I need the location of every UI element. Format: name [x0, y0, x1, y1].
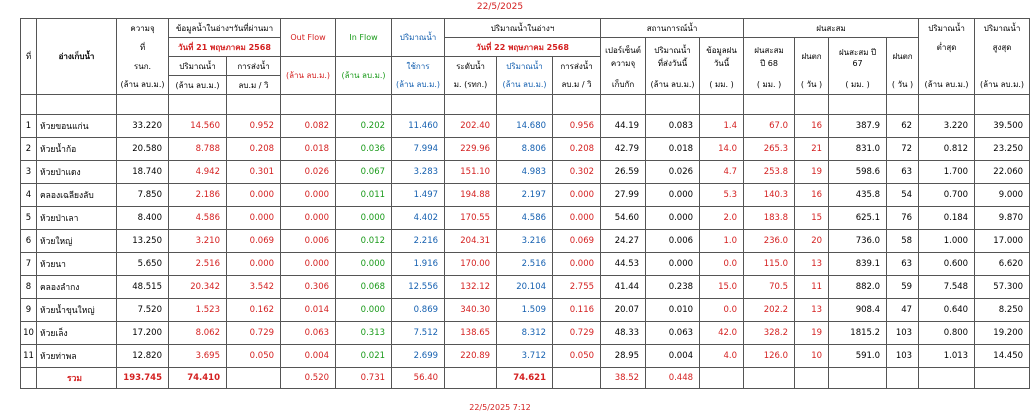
header-prev-volume-unit: (ล้าน ลบ.ม.) [169, 76, 227, 95]
cell-rain: 4.0 [700, 345, 744, 368]
cell-name: ห้วยใหญ่ [37, 230, 117, 253]
header-rain68-1: ฝนสะสม ปี 68 [744, 38, 795, 76]
cell-rain68: 183.8 [744, 207, 795, 230]
cell-no: 4 [21, 184, 37, 207]
cell-inflow: 0.313 [336, 322, 392, 345]
cell-cur-vol: 2.516 [497, 253, 553, 276]
reservoir-table [20, 18, 1030, 389]
header-max-2: สูงสุด [975, 38, 1030, 57]
total-inflow: 0.731 [336, 368, 392, 389]
cell-sent: 0.026 [646, 161, 700, 184]
cell-cur-rel: 0.208 [553, 138, 601, 161]
cell-sent: 0.083 [646, 115, 700, 138]
cell-inflow: 0.067 [336, 161, 392, 184]
header-cur-release-1: การส่งน้ำ [553, 57, 601, 76]
total-capacity: 193.745 [117, 368, 169, 389]
cell-name: ห้วยน้ำก้อ [37, 138, 117, 161]
cell-min: 0.700 [919, 184, 975, 207]
cell-usable: 1.497 [392, 184, 445, 207]
cell-rain: 14.0 [700, 138, 744, 161]
cell-capacity: 12.820 [117, 345, 169, 368]
header-days68-2: ( วัน ) [795, 76, 829, 95]
cell-days68: 21 [795, 138, 829, 161]
cell-no: 6 [21, 230, 37, 253]
cell-outflow: 0.000 [281, 184, 336, 207]
cell-prev-rel: 0.729 [227, 322, 281, 345]
cell-cur-vol: 20.104 [497, 276, 553, 299]
cell-max: 6.620 [975, 253, 1030, 276]
cell-cur-rel: 0.302 [553, 161, 601, 184]
cell-prev-vol: 4.586 [169, 207, 227, 230]
cell-rain67: 736.0 [829, 230, 887, 253]
table-row [21, 299, 1030, 322]
header-outflow: Out Flow [281, 19, 336, 57]
header-sent-1: ปริมาณน้ำ ที่ส่งวันนี้ [646, 38, 700, 76]
cell-rain68: 253.8 [744, 161, 795, 184]
cell-capacity: 33.220 [117, 115, 169, 138]
cell-usable: 2.216 [392, 230, 445, 253]
cell-name: ห้วยน้ำขุนใหญ่ [37, 299, 117, 322]
cell-cur-vol: 4.586 [497, 207, 553, 230]
header-level-2: ม. (รทก.) [445, 76, 497, 95]
cell-days67: 63 [887, 253, 919, 276]
table-header [21, 19, 1030, 115]
total-usable: 56.40 [392, 368, 445, 389]
cell-rain68: 265.3 [744, 138, 795, 161]
cell-cur-rel: 0.956 [553, 115, 601, 138]
header-current-date: วันที่ 22 พฤษภาคม 2568 [445, 38, 601, 57]
cell-min: 1.700 [919, 161, 975, 184]
cell-outflow: 0.063 [281, 322, 336, 345]
cell-cur-vol: 1.509 [497, 299, 553, 322]
cell-no: 8 [21, 276, 37, 299]
table-row [21, 161, 1030, 184]
cell-cur-rel: 0.729 [553, 322, 601, 345]
cell-min: 0.640 [919, 299, 975, 322]
cell-usable: 7.994 [392, 138, 445, 161]
cell-sent: 0.000 [646, 184, 700, 207]
cell-rain: 42.0 [700, 322, 744, 345]
cell-prev-vol: 8.062 [169, 322, 227, 345]
cell-capacity: 7.850 [117, 184, 169, 207]
cell-prev-rel: 0.952 [227, 115, 281, 138]
cell-level: 138.65 [445, 322, 497, 345]
cell-prev-rel: 0.000 [227, 253, 281, 276]
cell-rain: 5.3 [700, 184, 744, 207]
cell-inflow: 0.012 [336, 230, 392, 253]
total-label: รวม [37, 368, 117, 389]
cell-days67: 76 [887, 207, 919, 230]
cell-level: 340.30 [445, 299, 497, 322]
cell-percent: 42.79 [601, 138, 646, 161]
cell-level: 229.96 [445, 138, 497, 161]
cell-prev-vol: 4.942 [169, 161, 227, 184]
cell-percent: 26.59 [601, 161, 646, 184]
header-max-unit: (ล้าน ลบ.ม.) [975, 76, 1030, 95]
cell-rain67: 625.1 [829, 207, 887, 230]
total-percent: 38.52 [601, 368, 646, 389]
cell-capacity: 17.200 [117, 322, 169, 345]
header-reservoir: อ่างเก็บน้ำ [37, 19, 117, 95]
cell-outflow: 0.306 [281, 276, 336, 299]
cell-days68: 15 [795, 207, 829, 230]
header-max-1: ปริมาณน้ำ [975, 19, 1030, 38]
cell-min: 0.800 [919, 322, 975, 345]
cell-days68: 10 [795, 345, 829, 368]
header-usable-2: ใช้การ [392, 57, 445, 76]
header-max-3 [975, 57, 1030, 76]
header-rain67-2: ( มม. ) [829, 76, 887, 95]
cell-rain67: 831.0 [829, 138, 887, 161]
cell-rain67: 591.0 [829, 345, 887, 368]
cell-min: 1.000 [919, 230, 975, 253]
table-row [21, 138, 1030, 161]
table-row [21, 276, 1030, 299]
cell-sent: 0.004 [646, 345, 700, 368]
cell-inflow: 0.000 [336, 207, 392, 230]
cell-prev-vol: 14.560 [169, 115, 227, 138]
cell-cur-rel: 0.069 [553, 230, 601, 253]
cell-prev-vol: 2.186 [169, 184, 227, 207]
cell-usable: 0.869 [392, 299, 445, 322]
header-usable-3: (ล้าน ลบ.ม.) [392, 76, 445, 95]
cell-cur-vol: 8.312 [497, 322, 553, 345]
cell-outflow: 0.026 [281, 161, 336, 184]
cell-outflow: 0.004 [281, 345, 336, 368]
total-cur-volume: 74.621 [497, 368, 553, 389]
cell-rain: 0.0 [700, 253, 744, 276]
cell-min: 1.013 [919, 345, 975, 368]
cell-max: 22.060 [975, 161, 1030, 184]
cell-capacity: 5.650 [117, 253, 169, 276]
header-prev-date: วันที่ 21 พฤษภาคม 2568 [169, 38, 281, 57]
cell-min: 7.548 [919, 276, 975, 299]
cell-days68: 19 [795, 322, 829, 345]
header-cur-release-2: ลบ.ม / วิ [553, 76, 601, 95]
cell-min: 3.220 [919, 115, 975, 138]
cell-prev-rel: 0.069 [227, 230, 281, 253]
cell-usable: 1.916 [392, 253, 445, 276]
cell-max: 17.000 [975, 230, 1030, 253]
cell-prev-rel: 0.301 [227, 161, 281, 184]
cell-inflow: 0.000 [336, 253, 392, 276]
cell-level: 202.40 [445, 115, 497, 138]
header-cur-volume-1: ปริมาณน้ำ [497, 57, 553, 76]
cell-max: 57.300 [975, 276, 1030, 299]
header-capacity-4: (ล้าน ลบ.ม.) [117, 76, 169, 95]
header-prev-volume: ปริมาณน้ำ [169, 57, 227, 76]
cell-rain67: 1815.2 [829, 322, 887, 345]
cell-no: 11 [21, 345, 37, 368]
table-row [21, 230, 1030, 253]
cell-capacity: 8.400 [117, 207, 169, 230]
blank-row [21, 95, 1030, 115]
cell-usable: 11.460 [392, 115, 445, 138]
report-date: 22/5/2025 [476, 2, 524, 12]
cell-sent: 0.063 [646, 322, 700, 345]
table-row [21, 115, 1030, 138]
cell-percent: 54.60 [601, 207, 646, 230]
header-capacity-2: ที่ [117, 38, 169, 57]
header-status-group: สถานการณ์น้ำ [601, 19, 744, 38]
cell-level: 194.88 [445, 184, 497, 207]
table-row [21, 345, 1030, 368]
cell-cur-rel: 2.755 [553, 276, 601, 299]
cell-rain68: 70.5 [744, 276, 795, 299]
cell-inflow: 0.021 [336, 345, 392, 368]
cell-sent: 0.000 [646, 207, 700, 230]
cell-inflow: 0.202 [336, 115, 392, 138]
cell-rain: 1.4 [700, 115, 744, 138]
cell-level: 132.12 [445, 276, 497, 299]
cell-days67: 59 [887, 276, 919, 299]
header-rain67-1: ฝนสะสม ปี 67 [829, 38, 887, 76]
cell-prev-vol: 20.342 [169, 276, 227, 299]
cell-days68: 11 [795, 276, 829, 299]
cell-inflow: 0.036 [336, 138, 392, 161]
cell-prev-vol: 1.523 [169, 299, 227, 322]
header-sent-2: (ล้าน ลบ.ม.) [646, 76, 700, 95]
header-min-3 [919, 57, 975, 76]
cell-days68: 13 [795, 299, 829, 322]
total-row [21, 368, 1030, 389]
cell-prev-rel: 0.000 [227, 207, 281, 230]
cell-outflow: 0.000 [281, 207, 336, 230]
cell-cur-vol: 2.197 [497, 184, 553, 207]
cell-outflow: 0.082 [281, 115, 336, 138]
cell-sent: 0.018 [646, 138, 700, 161]
table-row [21, 184, 1030, 207]
header-rain-today-1: ข้อมูลฝน วันนี้ [700, 38, 744, 76]
cell-outflow: 0.018 [281, 138, 336, 161]
cell-no: 3 [21, 161, 37, 184]
header-rain-group: ฝนสะสม [744, 19, 919, 38]
cell-inflow: 0.000 [336, 299, 392, 322]
cell-usable: 2.699 [392, 345, 445, 368]
cell-usable: 7.512 [392, 322, 445, 345]
cell-rain68: 236.0 [744, 230, 795, 253]
cell-rain68: 115.0 [744, 253, 795, 276]
cell-sent: 0.006 [646, 230, 700, 253]
total-outflow: 0.520 [281, 368, 336, 389]
cell-days67: 58 [887, 230, 919, 253]
cell-cur-vol: 3.216 [497, 230, 553, 253]
cell-capacity: 18.740 [117, 161, 169, 184]
cell-cur-vol: 4.983 [497, 161, 553, 184]
cell-name: คลองเฉลียงลับ [37, 184, 117, 207]
cell-usable: 3.283 [392, 161, 445, 184]
cell-max: 14.450 [975, 345, 1030, 368]
cell-prev-rel: 0.000 [227, 184, 281, 207]
cell-sent: 0.238 [646, 276, 700, 299]
cell-cur-rel: 0.000 [553, 207, 601, 230]
cell-percent: 27.99 [601, 184, 646, 207]
cell-capacity: 13.250 [117, 230, 169, 253]
cell-days67: 103 [887, 345, 919, 368]
header-rain68-2: ( มม. ) [744, 76, 795, 95]
cell-rain68: 202.2 [744, 299, 795, 322]
header-prev-release: การส่งน้ำ [227, 57, 281, 76]
cell-prev-vol: 3.210 [169, 230, 227, 253]
cell-rain67: 908.4 [829, 299, 887, 322]
cell-days67: 62 [887, 115, 919, 138]
cell-days67: 103 [887, 322, 919, 345]
total-sent: 0.448 [646, 368, 700, 389]
header-prev-group: ข้อมูลน้ำในอ่างฯวันที่ผ่านมา [169, 19, 281, 38]
cell-level: 170.00 [445, 253, 497, 276]
cell-prev-vol: 2.516 [169, 253, 227, 276]
header-capacity-3: รนก. [117, 57, 169, 76]
header-min-1: ปริมาณน้ำ [919, 19, 975, 38]
cell-rain: 1.0 [700, 230, 744, 253]
cell-rain67: 435.8 [829, 184, 887, 207]
cell-rain67: 598.6 [829, 161, 887, 184]
cell-sent: 0.000 [646, 253, 700, 276]
cell-prev-vol: 8.788 [169, 138, 227, 161]
cell-prev-rel: 0.208 [227, 138, 281, 161]
cell-capacity: 20.580 [117, 138, 169, 161]
cell-prev-rel: 0.162 [227, 299, 281, 322]
header-current-group: ปริมาณน้ำในอ่างฯ [445, 19, 601, 38]
header-usable-1: ปริมาณน้ำ [392, 19, 445, 57]
header-days67-1: ฝนตก [887, 38, 919, 76]
cell-no: 7 [21, 253, 37, 276]
cell-percent: 28.95 [601, 345, 646, 368]
header-capacity-1: ความจุ [117, 19, 169, 38]
cell-percent: 24.27 [601, 230, 646, 253]
cell-percent: 20.07 [601, 299, 646, 322]
cell-sent: 0.010 [646, 299, 700, 322]
cell-days67: 47 [887, 299, 919, 322]
cell-max: 8.250 [975, 299, 1030, 322]
header-cur-volume-2: (ล้าน ลบ.ม.) [497, 76, 553, 95]
cell-outflow: 0.014 [281, 299, 336, 322]
cell-cur-rel: 0.050 [553, 345, 601, 368]
cell-inflow: 0.011 [336, 184, 392, 207]
cell-rain68: 67.0 [744, 115, 795, 138]
total-prev-volume: 74.410 [169, 368, 227, 389]
header-prev-release-unit: ลบ.ม / วิ [227, 76, 281, 95]
cell-min: 0.812 [919, 138, 975, 161]
cell-name: ห้วยท่าพล [37, 345, 117, 368]
cell-rain67: 387.9 [829, 115, 887, 138]
cell-days68: 19 [795, 161, 829, 184]
cell-name: ห้วยนา [37, 253, 117, 276]
table-row [21, 322, 1030, 345]
cell-prev-rel: 3.542 [227, 276, 281, 299]
cell-level: 204.31 [445, 230, 497, 253]
cell-capacity: 48.515 [117, 276, 169, 299]
cell-rain67: 839.1 [829, 253, 887, 276]
cell-rain: 0.0 [700, 299, 744, 322]
cell-level: 151.10 [445, 161, 497, 184]
cell-no: 2 [21, 138, 37, 161]
header-days68-1: ฝนตก [795, 38, 829, 76]
header-inflow-unit: (ล้าน ลบ.ม.) [336, 57, 392, 95]
cell-rain: 4.7 [700, 161, 744, 184]
cell-outflow: 0.000 [281, 253, 336, 276]
header-min-unit: (ล้าน ลบ.ม.) [919, 76, 975, 95]
cell-no: 10 [21, 322, 37, 345]
cell-outflow: 0.006 [281, 230, 336, 253]
cell-cur-vol: 3.712 [497, 345, 553, 368]
table-row [21, 207, 1030, 230]
cell-capacity: 7.520 [117, 299, 169, 322]
header-days67-2: ( วัน ) [887, 76, 919, 95]
cell-percent: 41.44 [601, 276, 646, 299]
cell-name: ห้วยขอนแก่น [37, 115, 117, 138]
cell-percent: 44.19 [601, 115, 646, 138]
cell-cur-vol: 14.680 [497, 115, 553, 138]
cell-no: 1 [21, 115, 37, 138]
cell-name: คลองลำกง [37, 276, 117, 299]
header-rain-today-2: ( มม. ) [700, 76, 744, 95]
cell-rain68: 126.0 [744, 345, 795, 368]
cell-percent: 44.53 [601, 253, 646, 276]
cell-usable: 4.402 [392, 207, 445, 230]
cell-max: 9.870 [975, 207, 1030, 230]
cell-cur-rel: 0.000 [553, 184, 601, 207]
header-outflow-unit: (ล้าน ลบ.ม.) [281, 57, 336, 95]
cell-min: 0.600 [919, 253, 975, 276]
cell-max: 23.250 [975, 138, 1030, 161]
cell-max: 9.000 [975, 184, 1030, 207]
header-percent-1: เปอร์เซ็นต์ ความจุ [601, 38, 646, 76]
cell-days68: 16 [795, 115, 829, 138]
cell-rain: 2.0 [700, 207, 744, 230]
cell-days68: 20 [795, 230, 829, 253]
header-no: ที่ [21, 19, 37, 95]
cell-name: ห้วยเล็ง [37, 322, 117, 345]
cell-level: 220.89 [445, 345, 497, 368]
cell-name: ห้วยป่าเลา [37, 207, 117, 230]
cell-max: 19.200 [975, 322, 1030, 345]
cell-name: ห้วยป่าแดง [37, 161, 117, 184]
cell-rain: 15.0 [700, 276, 744, 299]
cell-level: 170.55 [445, 207, 497, 230]
cell-rain67: 882.0 [829, 276, 887, 299]
cell-cur-rel: 0.116 [553, 299, 601, 322]
table-body [21, 115, 1030, 368]
cell-usable: 12.556 [392, 276, 445, 299]
cell-prev-vol: 3.695 [169, 345, 227, 368]
cell-days68: 16 [795, 184, 829, 207]
cell-rain68: 140.3 [744, 184, 795, 207]
cell-days67: 54 [887, 184, 919, 207]
header-inflow: In Flow [336, 19, 392, 57]
table-footer [21, 368, 1030, 389]
cell-max: 39.500 [975, 115, 1030, 138]
cell-rain68: 328.2 [744, 322, 795, 345]
header-level-1: ระดับน้ำ [445, 57, 497, 76]
cell-no: 5 [21, 207, 37, 230]
cell-no: 9 [21, 299, 37, 322]
cell-days67: 63 [887, 161, 919, 184]
cell-prev-rel: 0.050 [227, 345, 281, 368]
cell-cur-rel: 0.000 [553, 253, 601, 276]
cell-percent: 48.33 [601, 322, 646, 345]
cell-days67: 72 [887, 138, 919, 161]
header-percent-2: เก็บกัก [601, 76, 646, 95]
report-timestamp: 22/5/2025 7:12 [469, 403, 531, 412]
cell-cur-vol: 8.806 [497, 138, 553, 161]
header-min-2: ต่ำสุด [919, 38, 975, 57]
table-row [21, 253, 1030, 276]
cell-min: 0.184 [919, 207, 975, 230]
cell-inflow: 0.068 [336, 276, 392, 299]
cell-days68: 13 [795, 253, 829, 276]
